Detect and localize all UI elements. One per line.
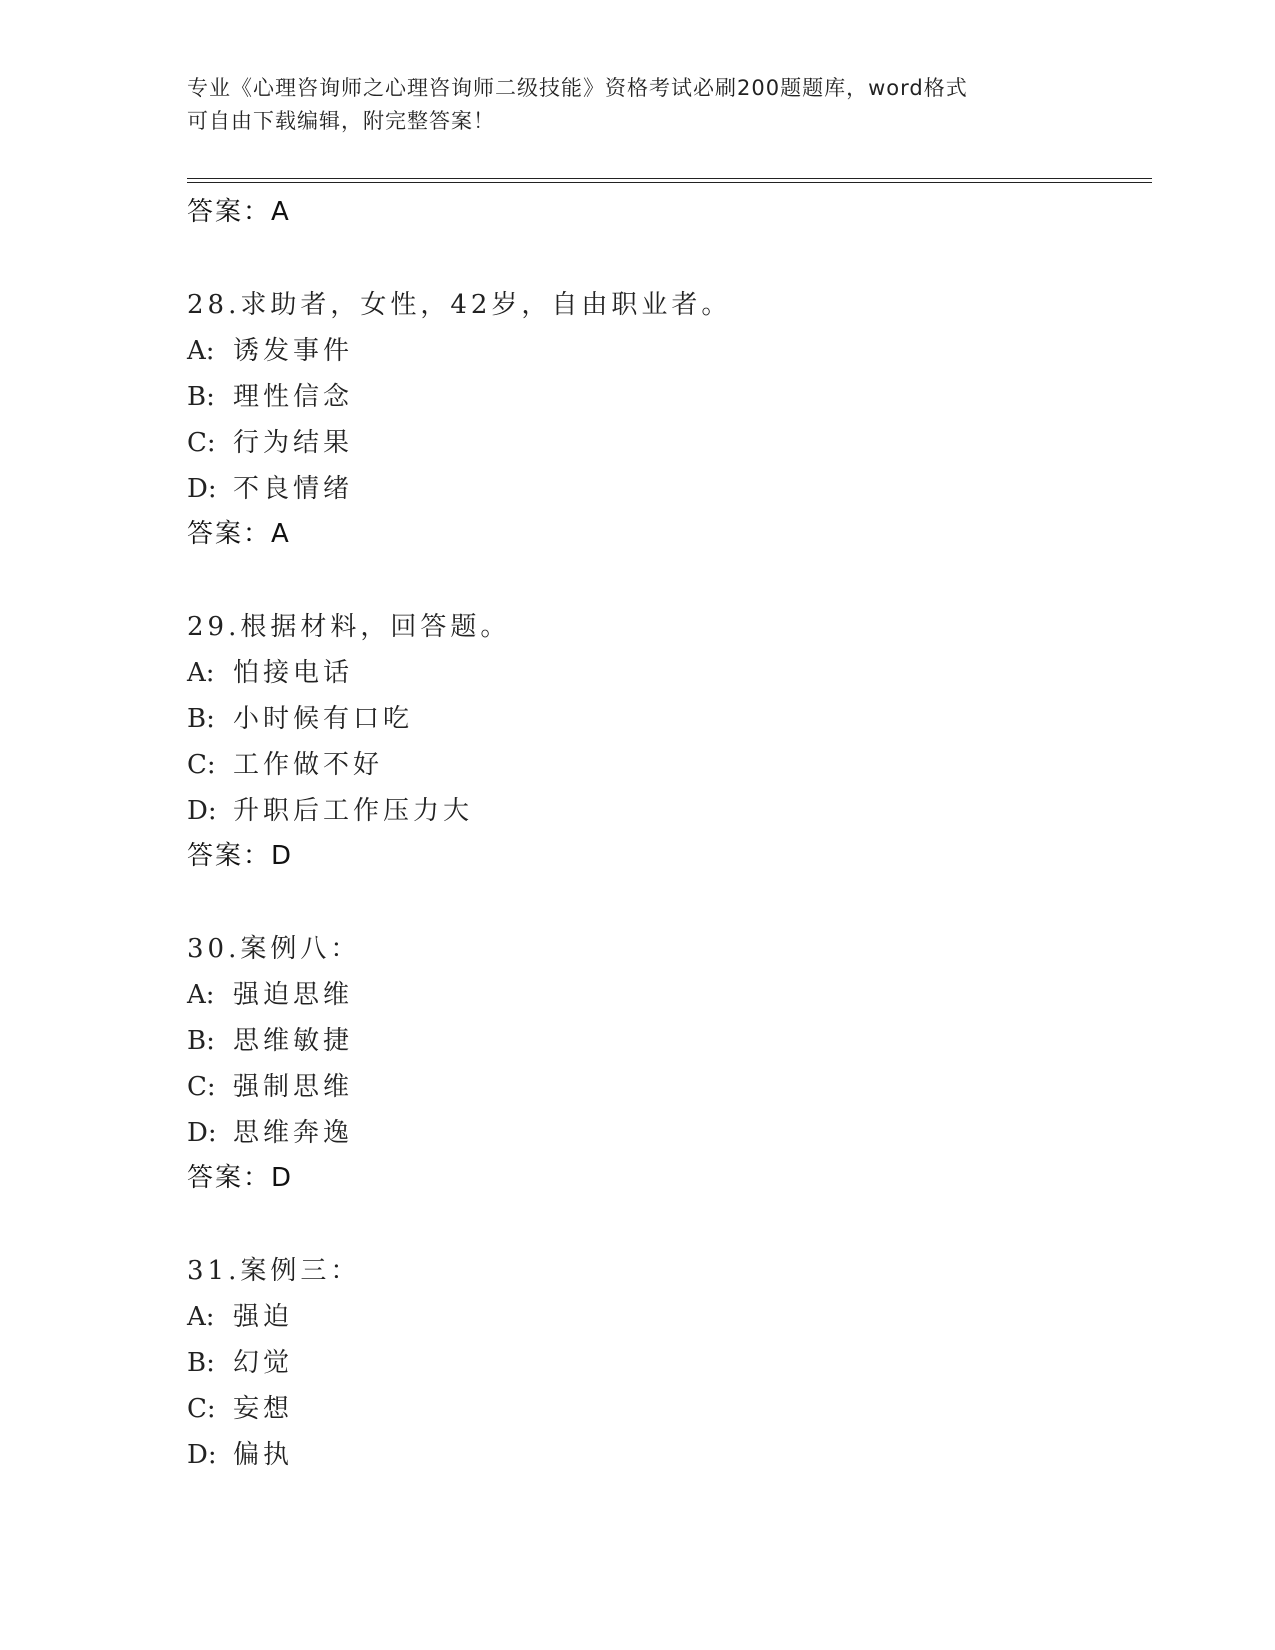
document-header: [187, 72, 1067, 138]
option-d: [187, 1432, 1147, 1478]
question-list: [187, 190, 1147, 1478]
option-letter: D:: [187, 1440, 217, 1470]
header-line-2: 可自由下载编辑，附完整答案！: [187, 109, 495, 133]
option-d: [187, 788, 1147, 834]
option-text: 强迫: [233, 1302, 294, 1332]
question-block: [187, 604, 1147, 878]
option-text: 幻觉: [233, 1348, 294, 1378]
option-letter: C:: [187, 750, 216, 780]
option-b: [187, 1340, 1147, 1386]
option-text: 不良情绪: [233, 474, 354, 504]
option-letter: A:: [187, 658, 215, 688]
option-text: 偏执: [233, 1440, 294, 1470]
option-text: 行为结果: [233, 428, 354, 458]
option-letter: B:: [187, 704, 215, 734]
option-text: 强迫思维: [233, 980, 354, 1010]
question-text: 28.求助者，女性，42岁，自由职业者。: [187, 290, 732, 320]
option-a: [187, 650, 1147, 696]
option-letter: B:: [187, 1348, 215, 1378]
option-a: [187, 328, 1147, 374]
option-d: [187, 1110, 1147, 1156]
header-divider-top: [187, 178, 1152, 179]
option-letter: C:: [187, 1072, 216, 1102]
option-c: [187, 420, 1147, 466]
option-d: [187, 466, 1147, 512]
answer-line: 答案：A: [187, 197, 291, 227]
option-c: [187, 1386, 1147, 1432]
option-letter: C:: [187, 428, 216, 458]
option-letter: A:: [187, 980, 215, 1010]
option-letter: B:: [187, 1026, 215, 1056]
option-a: [187, 1294, 1147, 1340]
option-text: 妄想: [233, 1394, 294, 1424]
answer-line: 答案：D: [187, 1163, 294, 1193]
option-letter: A:: [187, 336, 215, 366]
option-letter: D:: [187, 796, 217, 826]
option-c: [187, 742, 1147, 788]
question-text: 29.根据材料，回答题。: [187, 612, 511, 642]
option-text: 工作做不好: [233, 750, 384, 780]
option-c: [187, 1064, 1147, 1110]
question-block: [187, 1248, 1147, 1478]
option-text: 怕接电话: [233, 658, 354, 688]
option-b: [187, 696, 1147, 742]
option-text: 诱发事件: [233, 336, 354, 366]
option-text: 强制思维: [233, 1072, 354, 1102]
option-text: 理性信念: [233, 382, 354, 412]
option-b: [187, 1018, 1147, 1064]
option-letter: D:: [187, 1118, 217, 1148]
option-letter: A:: [187, 1302, 215, 1332]
option-text: 思维敏捷: [233, 1026, 354, 1056]
header-divider-bottom: [187, 182, 1152, 183]
option-letter: D:: [187, 474, 217, 504]
answer-line: 答案：D: [187, 841, 294, 871]
option-b: [187, 374, 1147, 420]
option-text: 升职后工作压力大: [233, 796, 474, 826]
option-a: [187, 972, 1147, 1018]
question-text: 31.案例三：: [187, 1256, 361, 1286]
question-text: 30.案例八：: [187, 934, 361, 964]
option-letter: C:: [187, 1394, 216, 1424]
option-text: 小时候有口吃: [233, 704, 414, 734]
header-line-1: 专业《心理咨询师之心理咨询师二级技能》资格考试必刷200题题库，word格式: [187, 76, 968, 100]
option-text: 思维奔逸: [233, 1118, 354, 1148]
answer-line: 答案：A: [187, 519, 291, 549]
option-letter: B:: [187, 382, 215, 412]
question-block: [187, 282, 1147, 556]
question-block: [187, 926, 1147, 1200]
